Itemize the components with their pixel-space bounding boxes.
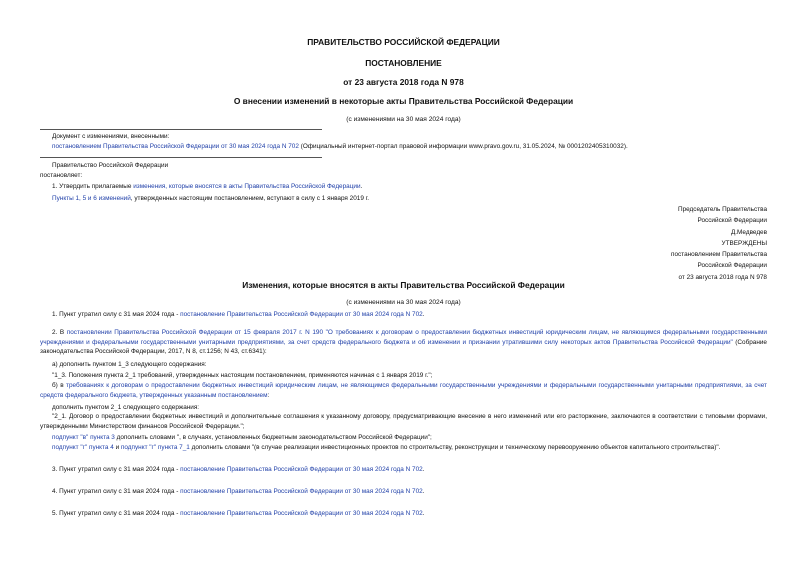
decree-190-link[interactable]: постановлении Правительства Российской Федерации от 15 февраля 2017 г. N 190 "О требованиях к договорам о предоставлении бюджетных инвестиций юридическим лицам, не являющимся федеральными государственными учреждениями и федеральными государственными унитарными предприятиями, за счет средств федерального бюджета и об изменении и признании утратившими силу некоторых актов Правительства Российской Федерации" (40, 329, 767, 346)
sub-a-quote: "1_3. Положения пункта 2_1 требований, утвержденных настоящим постановлением, применяются начиная с 1 января 2019 г."; (52, 372, 433, 379)
decree-point-2: Пункты 1, 5 и 6 изменений, утвержденных настоящим постановлением, вступают в силу с 1 января 2019 г. (52, 195, 369, 202)
subpoint-g: подпункт "г" пункта 4 и подпункт "г" пункта 7_1 дополнить словами "(в случае реализации инвестиционных проектов по строительству, реконструкции и техническому перевооружению объектов капитального строительства)". (52, 444, 721, 451)
changes-source-tail: (Официальный интернет-портал правовой информации www.pravo.gov.ru, 31.05.2024, № 0001202405310032). (298, 143, 628, 150)
changes-item-3: 3. Пункт утратил силу с 31 мая 2024 года - постановление Правительства Российской Федерации от 30 мая 2024 года N 702. (52, 466, 425, 473)
decree-subject: Правительство Российской Федерации (52, 162, 169, 169)
subpoint-v: подпункт "в" пункта 3 дополнить словами ", в случаях, установленных бюджетным законодательством Российской Федерации"; (52, 434, 432, 441)
signature-line: Д.Медведев (730, 228, 767, 236)
signature-block (567, 204, 767, 283)
decree-point-1: 1. Утвердить прилагаемые изменения, которые вносятся в акты Правительства Российской Федерации. (52, 183, 363, 190)
changes-title: Изменения, которые вносятся в акты Правительства Российской Федерации (242, 280, 565, 290)
doc-date-number: от 23 августа 2018 года N 978 (343, 77, 464, 87)
point-2-1-quote: "2_1. Договор о предоставлении бюджетных инвестиций и дополнительные соглашения к указанному договору, предусматривающие внесение в него изменений или его расторжение, заключаются в соответствии с типовыми формами, утвержденными Министерством финансов Российской Федерации."; (40, 413, 767, 430)
subpoint-g7-link[interactable]: подпункт "г" пункта 7_1 (120, 444, 190, 451)
signature-line: от 23 августа 2018 года N 978 (678, 273, 767, 281)
doc-type-heading: ПОСТАНОВЛЕНИЕ (365, 58, 442, 68)
signature-line: Российской Федерации (697, 217, 767, 225)
changes-item-1: 1. Пункт утратил силу с 31 мая 2024 года - постановление Правительства Российской Федерации от 30 мая 2024 года N 702. (52, 311, 425, 318)
government-heading: ПРАВИТЕЛЬСТВО РОССИЙСКОЙ ФЕДЕРАЦИИ (307, 37, 500, 47)
signature-line: Российской Федерации (697, 262, 767, 270)
separator-line (40, 157, 322, 158)
item-link[interactable]: постановление Правительства Российской Федерации от 30 мая 2024 года N 702 (180, 466, 423, 473)
points-link[interactable]: Пункты 1, 5 и 6 изменений (52, 195, 131, 202)
signature-line: постановлением Правительства (671, 251, 767, 259)
changes-link[interactable]: изменения, которые вносятся в акты Правительства Российской Федерации (133, 183, 361, 190)
changes-item-5: 5. Пункт утратил силу с 31 мая 2024 года - постановление Правительства Российской Федерации от 30 мая 2024 года N 702. (52, 510, 425, 517)
changes-source (52, 143, 628, 151)
item-link[interactable]: постановление Правительства Российской Федерации от 30 мая 2024 года N 702 (180, 488, 423, 495)
changes-revision-note: (с изменениями на 30 мая 2024 года) (346, 299, 461, 306)
signature-line: УТВЕРЖДЕНЫ (721, 239, 767, 247)
item-link[interactable]: постановление Правительства Российской Федерации от 30 мая 2024 года N 702 (180, 510, 423, 517)
subpoint-g4-link[interactable]: подпункт "г" пункта 4 (52, 444, 114, 451)
item-link[interactable]: постановление Правительства Российской Федерации от 30 мая 2024 года N 702 (180, 311, 423, 318)
requirements-link[interactable]: требованиях к договорам о предоставлении бюджетных инвестиций юридическим лицам, не являющимся федеральными государственными учреждениями и федеральными государственными унитарными предприятиями, за счет средств федерального бюджета, утвержденных указанным постановлением (40, 382, 767, 399)
sub-b-paragraph: б) в требованиях к договорам о предоставлении бюджетных инвестиций юридическим лицам, не являющимся федеральными государственными учреждениями и федеральными государственными унитарными предприятиями, за счет средств федерального бюджета, утвержденных указанным постановлением: (40, 382, 767, 399)
changes-item-2: 2. В постановлении Правительства Российской Федерации от 15 февраля 2017 г. N 190 "О требованиях к договорам о предоставлении бюджетных инвестиций юридическим лицам, не являющимся федеральными государственными учреждениями и федеральными государственными унитарными предприятиями, за счет средств федерального бюджета и об изменении и признании утратившими силу некоторых актов Правительства Российской Федерации" (Собрание законодательства Российской Федерации, 2017, N 8, ст.1256; N 43, ст.6341): (40, 329, 767, 355)
amending-decree-link[interactable]: постановлением Правительства Российской Федерации от 30 мая 2024 года N 702 (52, 143, 299, 150)
changes-item-4: 4. Пункт утратил силу с 31 мая 2024 года - постановление Правительства Российской Федерации от 30 мая 2024 года N 702. (52, 488, 425, 495)
sub-a-line: а) дополнить пунктом 1_3 следующего содержания: (52, 361, 207, 368)
doc-title: О внесении изменений в некоторые акты Правительства Российской Федерации (233, 96, 574, 106)
decree-verb: постановляет: (40, 172, 83, 179)
signature-line: Председатель Правительства (678, 206, 767, 213)
revision-note: (с изменениями на 30 мая 2024 года) (346, 116, 461, 123)
add-point-line: дополнить пунктом 2_1 следующего содержания: (52, 404, 200, 411)
subpoint-v-link[interactable]: подпункт "в" пункта 3 (52, 434, 115, 441)
changes-label: Документ с изменениями, внесенными: (52, 133, 170, 140)
separator-line (40, 129, 322, 130)
